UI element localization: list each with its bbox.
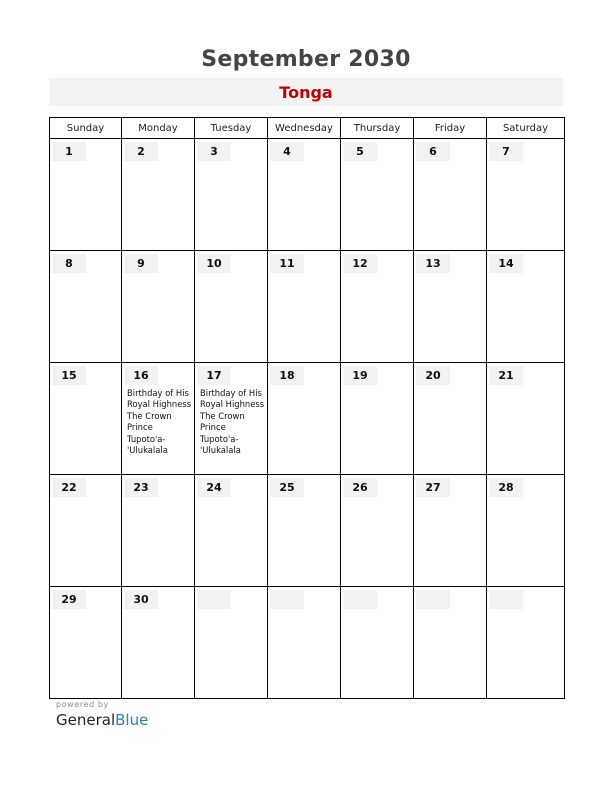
day-number: 7 — [489, 142, 523, 161]
weekday-header: Friday — [414, 118, 487, 139]
weekday-header: Sunday — [50, 118, 122, 139]
day-cell[interactable] — [50, 139, 122, 251]
day-cell[interactable] — [268, 363, 341, 475]
day-cell[interactable] — [50, 251, 122, 363]
day-number: 27 — [416, 478, 450, 497]
day-number: 4 — [270, 142, 304, 161]
country-banner — [49, 78, 563, 106]
day-number: 16 — [124, 366, 158, 385]
day-cell[interactable] — [487, 587, 565, 699]
empty-day-marker — [489, 590, 523, 609]
day-cell[interactable] — [122, 139, 195, 251]
day-number: 11 — [270, 254, 304, 273]
empty-day-marker — [416, 590, 450, 609]
day-number: 30 — [124, 590, 158, 609]
week-row — [50, 251, 565, 363]
day-number: 17 — [197, 366, 231, 385]
day-number: 9 — [124, 254, 158, 273]
day-cell[interactable] — [341, 363, 414, 475]
day-cell[interactable] — [414, 587, 487, 699]
day-cell[interactable] — [50, 363, 122, 475]
powered-by-text: powered by — [56, 700, 109, 709]
day-number: 24 — [197, 478, 231, 497]
day-cell[interactable] — [50, 587, 122, 699]
day-cell[interactable] — [487, 139, 565, 251]
day-cell[interactable] — [122, 363, 195, 475]
day-number: 23 — [124, 478, 158, 497]
day-number: 19 — [343, 366, 377, 385]
day-cell[interactable] — [414, 251, 487, 363]
week-row — [50, 587, 565, 699]
day-cell[interactable] — [268, 475, 341, 587]
day-cell[interactable] — [487, 475, 565, 587]
day-number: 28 — [489, 478, 523, 497]
empty-day-marker — [197, 590, 231, 609]
day-number: 3 — [197, 142, 231, 161]
day-number: 25 — [270, 478, 304, 497]
day-cell[interactable] — [122, 475, 195, 587]
brand-logo[interactable] — [56, 711, 148, 729]
day-cell[interactable] — [195, 475, 268, 587]
day-number: 12 — [343, 254, 377, 273]
day-cell[interactable] — [341, 475, 414, 587]
calendar-grid — [49, 117, 563, 697]
weekday-header: Tuesday — [195, 118, 268, 139]
day-number: 6 — [416, 142, 450, 161]
day-number: 20 — [416, 366, 450, 385]
day-number: 2 — [124, 142, 158, 161]
day-number: 29 — [52, 590, 86, 609]
day-cell[interactable] — [122, 251, 195, 363]
day-number: 22 — [52, 478, 86, 497]
day-cell[interactable] — [268, 587, 341, 699]
day-cell[interactable] — [414, 363, 487, 475]
country-name: Tonga — [279, 83, 333, 102]
holiday-event: Birthday of His Royal Highness The Crown Prince Tupoto'a-'Ulukalala — [127, 388, 192, 456]
day-cell[interactable] — [268, 251, 341, 363]
day-cell[interactable] — [341, 139, 414, 251]
day-cell[interactable] — [341, 251, 414, 363]
day-number: 10 — [197, 254, 231, 273]
weekday-header: Saturday — [487, 118, 565, 139]
calendar-table — [49, 117, 565, 699]
week-row — [50, 363, 565, 475]
day-number: 15 — [52, 366, 86, 385]
day-number: 18 — [270, 366, 304, 385]
day-cell[interactable] — [50, 475, 122, 587]
day-cell[interactable] — [195, 587, 268, 699]
day-cell[interactable] — [195, 363, 268, 475]
footer — [56, 700, 148, 729]
brand-general: General — [56, 711, 116, 729]
day-number: 26 — [343, 478, 377, 497]
day-cell[interactable] — [414, 139, 487, 251]
day-number: 21 — [489, 366, 523, 385]
brand-blue: Blue — [115, 711, 149, 729]
day-cell[interactable] — [195, 139, 268, 251]
day-number: 13 — [416, 254, 450, 273]
calendar-title: September 2030 — [201, 47, 411, 72]
day-cell[interactable] — [122, 587, 195, 699]
empty-day-marker — [343, 590, 377, 609]
day-number: 5 — [343, 142, 377, 161]
day-cell[interactable] — [195, 251, 268, 363]
day-cell[interactable] — [414, 475, 487, 587]
day-number: 1 — [52, 142, 86, 161]
week-row — [50, 139, 565, 251]
weekday-header: Wednesday — [268, 118, 341, 139]
weekday-header: Monday — [122, 118, 195, 139]
day-cell[interactable] — [487, 363, 565, 475]
day-number: 14 — [489, 254, 523, 273]
weekday-header: Thursday — [341, 118, 414, 139]
day-cell[interactable] — [268, 139, 341, 251]
holiday-event: Birthday of His Royal Highness The Crown Prince Tupoto'a-'Ulukalala — [200, 388, 265, 456]
weekday-header-row — [50, 118, 565, 139]
day-number: 8 — [52, 254, 86, 273]
day-cell[interactable] — [487, 251, 565, 363]
empty-day-marker — [270, 590, 304, 609]
day-cell[interactable] — [341, 587, 414, 699]
week-row — [50, 475, 565, 587]
